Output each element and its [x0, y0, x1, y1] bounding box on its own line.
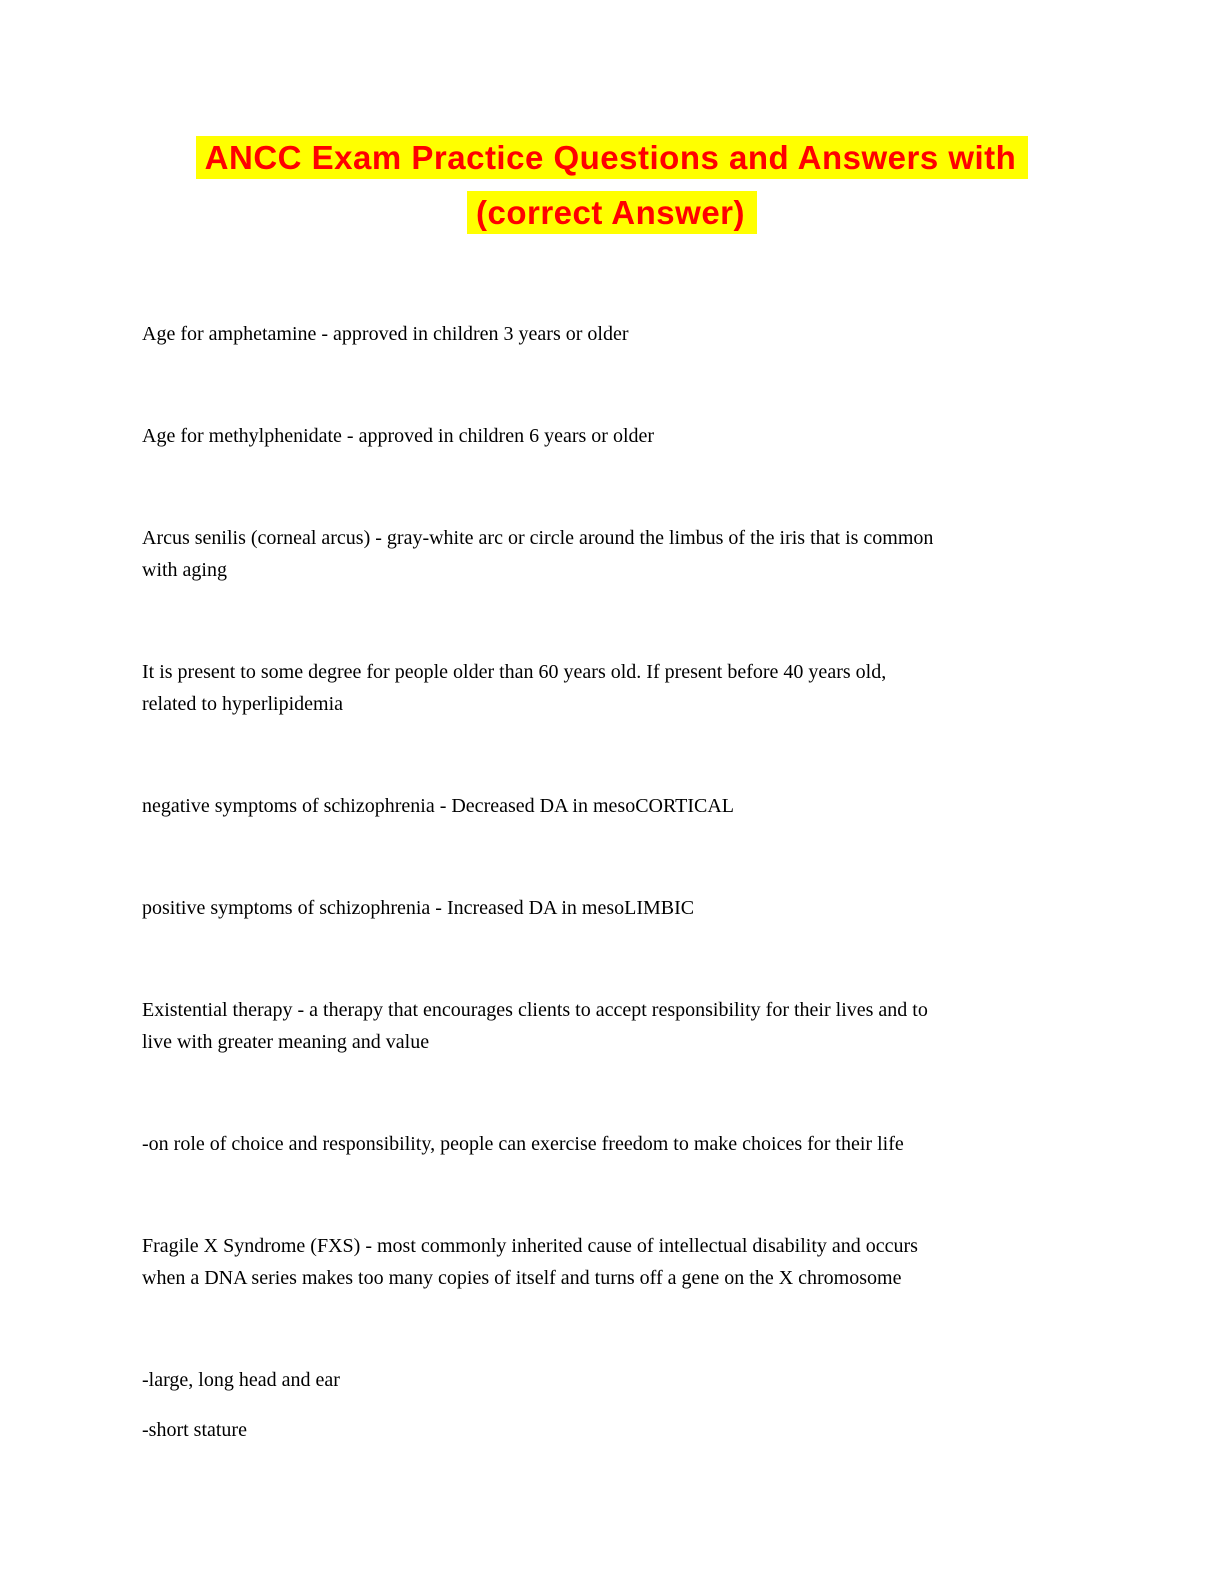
qa-paragraph-fragile-x-feature-2: [142, 1414, 1084, 1446]
text-line: -on role of choice and responsibility, people can exercise freedom to make choices for their life: [142, 1133, 904, 1155]
text-line: with aging: [142, 559, 227, 581]
text-line: Arcus senilis (corneal arcus) - gray-white arc or circle around the limbus of the iris that is common: [142, 527, 934, 549]
text-line: Fragile X Syndrome (FXS) - most commonly inherited cause of intellectual disability and occurs: [142, 1235, 918, 1257]
text-line: negative symptoms of schizophrenia - Decreased DA in mesoCORTICAL: [142, 795, 734, 817]
qa-paragraph-existential-therapy: [142, 994, 1084, 1058]
text-line: -short stature: [142, 1419, 247, 1441]
qa-paragraph-arcus-senilis-detail: [142, 656, 1084, 720]
qa-paragraph-positive-symptoms: [142, 892, 1084, 924]
document-title: [0, 0, 1224, 240]
qa-paragraph-negative-symptoms: [142, 790, 1084, 822]
text-line: -large, long head and ear: [142, 1369, 340, 1391]
document-title-line-2: (correct Answer): [467, 191, 757, 234]
text-line: when a DNA series makes too many copies of itself and turns off a gene on the X chromosome: [142, 1267, 902, 1289]
text-line: related to hyperlipidemia: [142, 693, 344, 715]
text-line: It is present to some degree for people older than 60 years old. If present before 40 years old,: [142, 661, 887, 683]
text-line: Age for methylphenidate - approved in children 6 years or older: [142, 425, 655, 447]
text-line: positive symptoms of schizophrenia - Increased DA in mesoLIMBIC: [142, 897, 695, 919]
qa-paragraph-fragile-x: [142, 1230, 1084, 1294]
qa-paragraph-methylphenidate-age: [142, 420, 1084, 452]
text-line: Age for amphetamine - approved in children 3 years or older: [142, 323, 629, 345]
qa-paragraph-existential-therapy-detail: [142, 1128, 1084, 1160]
qa-paragraph-arcus-senilis: [142, 522, 1084, 586]
document-title-line-1: ANCC Exam Practice Questions and Answers with: [196, 136, 1029, 179]
qa-paragraph-amphetamine-age: [142, 318, 1084, 350]
text-line: live with greater meaning and value: [142, 1031, 430, 1053]
text-line: Existential therapy - a therapy that encourages clients to accept responsibility for their lives and to: [142, 999, 928, 1021]
qa-paragraph-fragile-x-feature-1: [142, 1364, 1084, 1396]
document-body: [0, 240, 1224, 1446]
